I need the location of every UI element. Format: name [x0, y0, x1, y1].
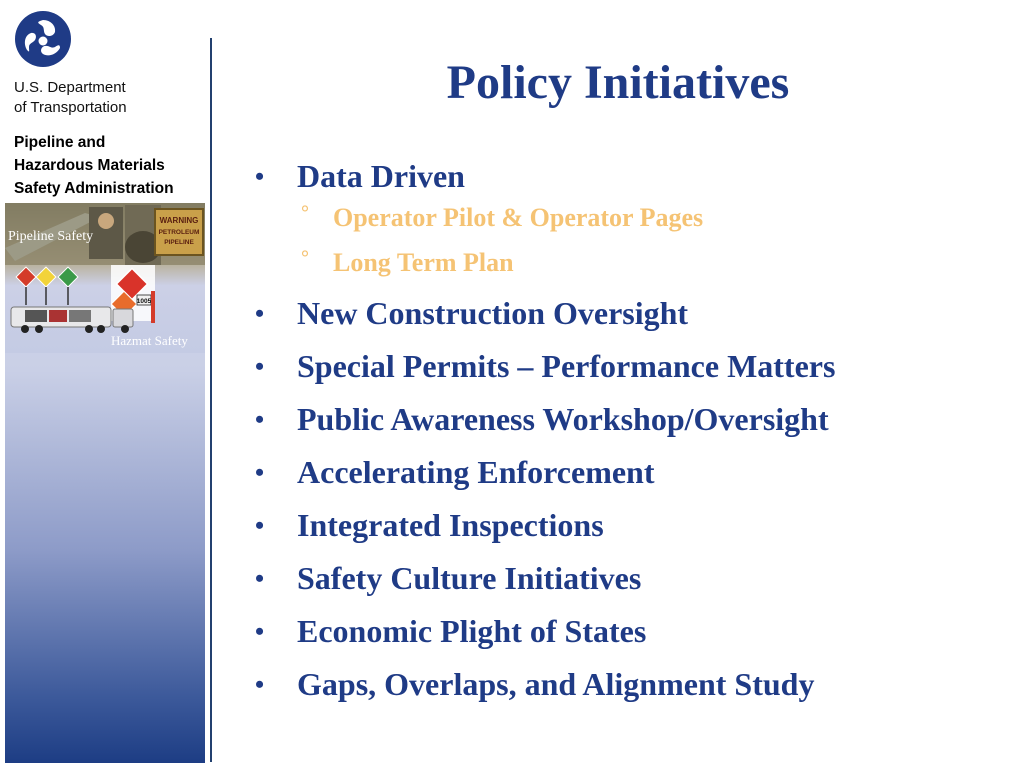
bullet-list [255, 150, 1015, 711]
bullet-marker: • [255, 352, 265, 381]
hazmat-safety-label: Hazmat Safety [111, 333, 188, 348]
subbullet-item [301, 240, 1015, 285]
bullet-marker: • [255, 670, 265, 699]
bullet-item [255, 287, 1015, 340]
svg-text:1005: 1005 [136, 298, 152, 305]
bullet-marker: • [255, 511, 265, 540]
department-line-2: of Transportation [14, 99, 127, 116]
agency-line-2: Hazardous Materials [14, 157, 165, 174]
bullet-item [255, 340, 1015, 393]
bullet-item [255, 605, 1015, 658]
vertical-divider [210, 38, 212, 762]
subbullet-marker: ° [301, 202, 309, 224]
bullet-text: Accelerating Enforcement [297, 454, 655, 490]
subbullet-text: Long Term Plan [333, 248, 514, 277]
sidebar [0, 0, 210, 768]
agency-line-3: Safety Administration [14, 180, 174, 197]
bullet-text: Integrated Inspections [297, 507, 604, 543]
slide-title: Policy Initiatives [446, 56, 790, 109]
bullet-text: Gaps, Overlaps, and Alignment Study [297, 666, 815, 702]
pipeline-safety-label: Pipeline Safety [8, 229, 94, 244]
photo-banner [5, 203, 205, 353]
bullet-marker: • [255, 405, 265, 434]
bullet-item [255, 552, 1015, 605]
dot-logo-icon [14, 10, 72, 68]
bullet-item [255, 658, 1015, 711]
svg-text:PIPELINE: PIPELINE [164, 239, 194, 246]
subbullet-text: Operator Pilot & Operator Pages [333, 203, 704, 232]
bullet-marker: • [255, 564, 265, 593]
bullet-item [255, 446, 1015, 499]
department-line-1: U.S. Department [14, 79, 126, 96]
bullet-marker: • [255, 617, 265, 646]
bullet-text: Safety Culture Initiatives [297, 560, 642, 596]
bullet-marker: • [255, 458, 265, 487]
bullet-text: Special Permits – Performance Matters [297, 348, 836, 384]
department-name [14, 78, 127, 118]
bullet-text: Data Driven [297, 158, 465, 194]
bullet-text: Economic Plight of States [297, 613, 647, 649]
svg-text:PETROLEUM: PETROLEUM [158, 229, 200, 236]
bullet-marker: • [255, 162, 265, 191]
bullet-item [255, 393, 1015, 446]
subbullet-item [301, 195, 1015, 240]
bullet-marker: • [255, 299, 265, 328]
photo-collage-image [5, 203, 205, 353]
bullet-item [255, 499, 1015, 552]
agency-line-1: Pipeline and [14, 134, 106, 151]
agency-name [14, 131, 174, 200]
bullet-text: Public Awareness Workshop/Oversight [297, 401, 829, 437]
subbullet-marker: ° [301, 247, 309, 269]
bullet-text: New Construction Oversight [297, 295, 689, 331]
svg-text:WARNING: WARNING [159, 216, 199, 225]
